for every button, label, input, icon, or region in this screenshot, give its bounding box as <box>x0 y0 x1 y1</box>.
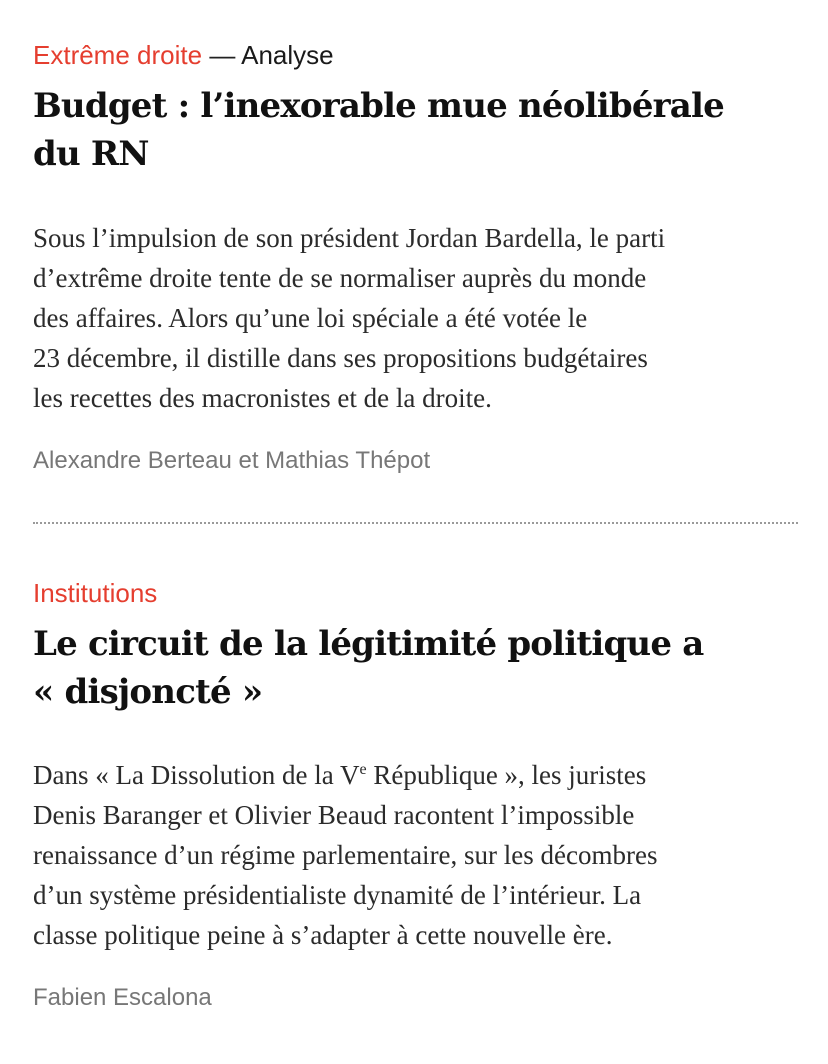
article-headline[interactable] <box>33 620 798 716</box>
lede-line: renaissance d’un régime parlementaire, sur les décombres <box>33 840 658 870</box>
headline-line: Budget : l’inexorable mue néolibérale <box>33 86 724 126</box>
lede-line <box>33 760 646 790</box>
dotted-divider <box>33 522 798 524</box>
lede-line: les recettes des macronistes et de la droite. <box>33 383 492 413</box>
headline-line: du RN <box>33 134 149 174</box>
lede-line: Denis Baranger et Olivier Beaud racontent l’impossible <box>33 800 635 830</box>
article-byline[interactable]: Alexandre Berteau et Mathias Thépot <box>33 447 431 474</box>
lede-line: Sous l’impulsion de son président Jordan Bardella, le parti <box>33 223 666 253</box>
article-headline[interactable] <box>33 82 798 178</box>
lede-text: Dans « La Dissolution de la V <box>33 760 360 790</box>
lede-line: d’un système présidentialiste dynamité de l’intérieur. La <box>33 880 642 910</box>
lede-line: des affaires. Alors qu’une loi spéciale a été votée le <box>33 303 588 333</box>
superscript: e <box>359 761 367 778</box>
lede-line: 23 décembre, il distille dans ses propositions budgétaires <box>33 343 648 373</box>
lede-line: classe politique peine à s’adapter à cette nouvelle ère. <box>33 920 613 950</box>
category-link[interactable]: Institutions <box>33 578 158 608</box>
lede-text: République », les juristes <box>366 760 647 790</box>
kicker-separator: — <box>209 40 236 70</box>
headline-line: Le circuit de la légitimité politique a <box>33 624 704 664</box>
article-kicker <box>33 39 334 71</box>
article-lede <box>33 755 798 955</box>
headline-line: « disjoncté » <box>33 672 263 712</box>
article-byline[interactable]: Fabien Escalona <box>33 984 212 1011</box>
article-lede <box>33 218 798 418</box>
lede-line: d’extrême droite tente de se normaliser auprès du monde <box>33 263 647 293</box>
article-kicker <box>33 577 157 609</box>
article-type: Analyse <box>241 40 334 70</box>
category-link[interactable]: Extrême droite <box>33 40 203 70</box>
